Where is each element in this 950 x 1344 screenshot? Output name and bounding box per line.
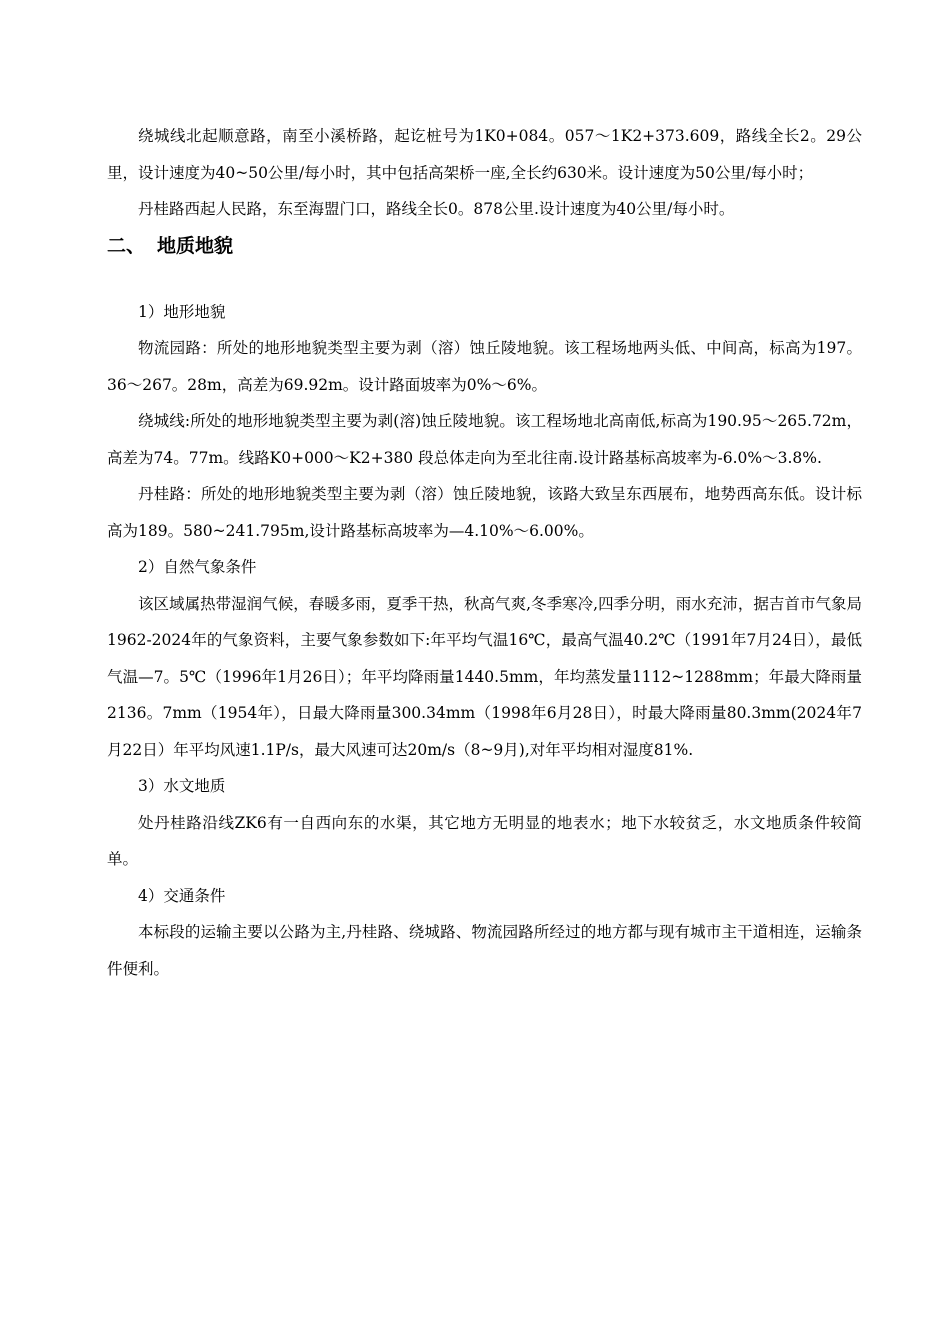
route-dangui-road-paragraph: 丹桂路西起人民路，东至海盟门口，路线全长0。878公里.设计速度为40公里/每小时。 <box>138 200 735 218</box>
climate-paragraph: 该区域属热带湿润气候，春暖多雨，夏季干热，秋高气爽,冬季寒冷,四季分明，雨水充沛，据吉首市气象局1962-2024年的气象资料，主要气象参数如下:年平均气温16℃，最高气温40.2℃（1991年7月24日），最低气温—7。5℃（1996年1月26日）；年平均降雨量1440.5mm，年均蒸发量1112~1288mm；年最大降雨量2136。7mm（1954年），日最大降雨量300.34mm（1998年6月28日），时最大降雨量80.3mm(2024年7月22日）年平均风速1.1P/s，最大风速可达20m/s（8~9月),对年平均相对湿度81%. <box>107 594 862 759</box>
terrain-ring-line: 绕城线:所处的地形地貌类型主要为剥(溶)蚀丘陵地貌。该工程场地北高南低,标高为190.95～265.72m，高差为74。77m。线路K0+000～K2+380 段总体走向为至北往南.设计路基标高坡率为-6.0%～3.8%. <box>107 412 862 467</box>
terrain-logistics-park-road: 物流园路：所处的地形地貌类型主要为剥（溶）蚀丘陵地貌。该工程场地两头低、中间高，标高为197。36～267。28m，高差为69.92m。设计路面坡率为0%～6%。 <box>107 339 862 394</box>
subsection-heading-terrain: 1）地形地貌 <box>138 302 226 321</box>
subsection-heading-traffic: 4）交通条件 <box>138 886 226 905</box>
route-ring-line-paragraph: 绕城线北起顺意路，南至小溪桥路，起讫桩号为1K0+084。057～1K2+373.609，路线全长2。29公里，设计速度为40~50公里/每小时，其中包括高架桥一座,全长约630米。设计速度为50公里/每小时； <box>107 127 862 182</box>
section-heading <box>107 228 862 264</box>
hydrogeology-paragraph: 处丹桂路沿线ZK6有一自西向东的水渠，其它地方无明显的地表水；地下水较贫乏，水文地质条件较简单。 <box>107 813 862 868</box>
terrain-dangui-road: 丹桂路：所处的地形地貌类型主要为剥（溶）蚀丘陵地貌，该路大致呈东西展布，地势西高东低。设计标高为189。580~241.795m,设计路基标高坡率为—4.10%～6.00%。 <box>107 485 862 540</box>
subsection-heading-hydrogeology: 3）水文地质 <box>138 777 226 795</box>
subsection-heading-climate: 2）自然气象条件 <box>138 558 257 576</box>
section-title: 地质地貌 <box>157 234 234 257</box>
document-body <box>107 118 862 987</box>
traffic-paragraph: 本标段的运输主要以公路为主,丹桂路、绕城路、物流园路所经过的地方都与现有城市主干道相连，运输条件便利。 <box>107 923 862 978</box>
section-number: 二、 <box>107 234 146 257</box>
section-spacer <box>107 264 862 294</box>
